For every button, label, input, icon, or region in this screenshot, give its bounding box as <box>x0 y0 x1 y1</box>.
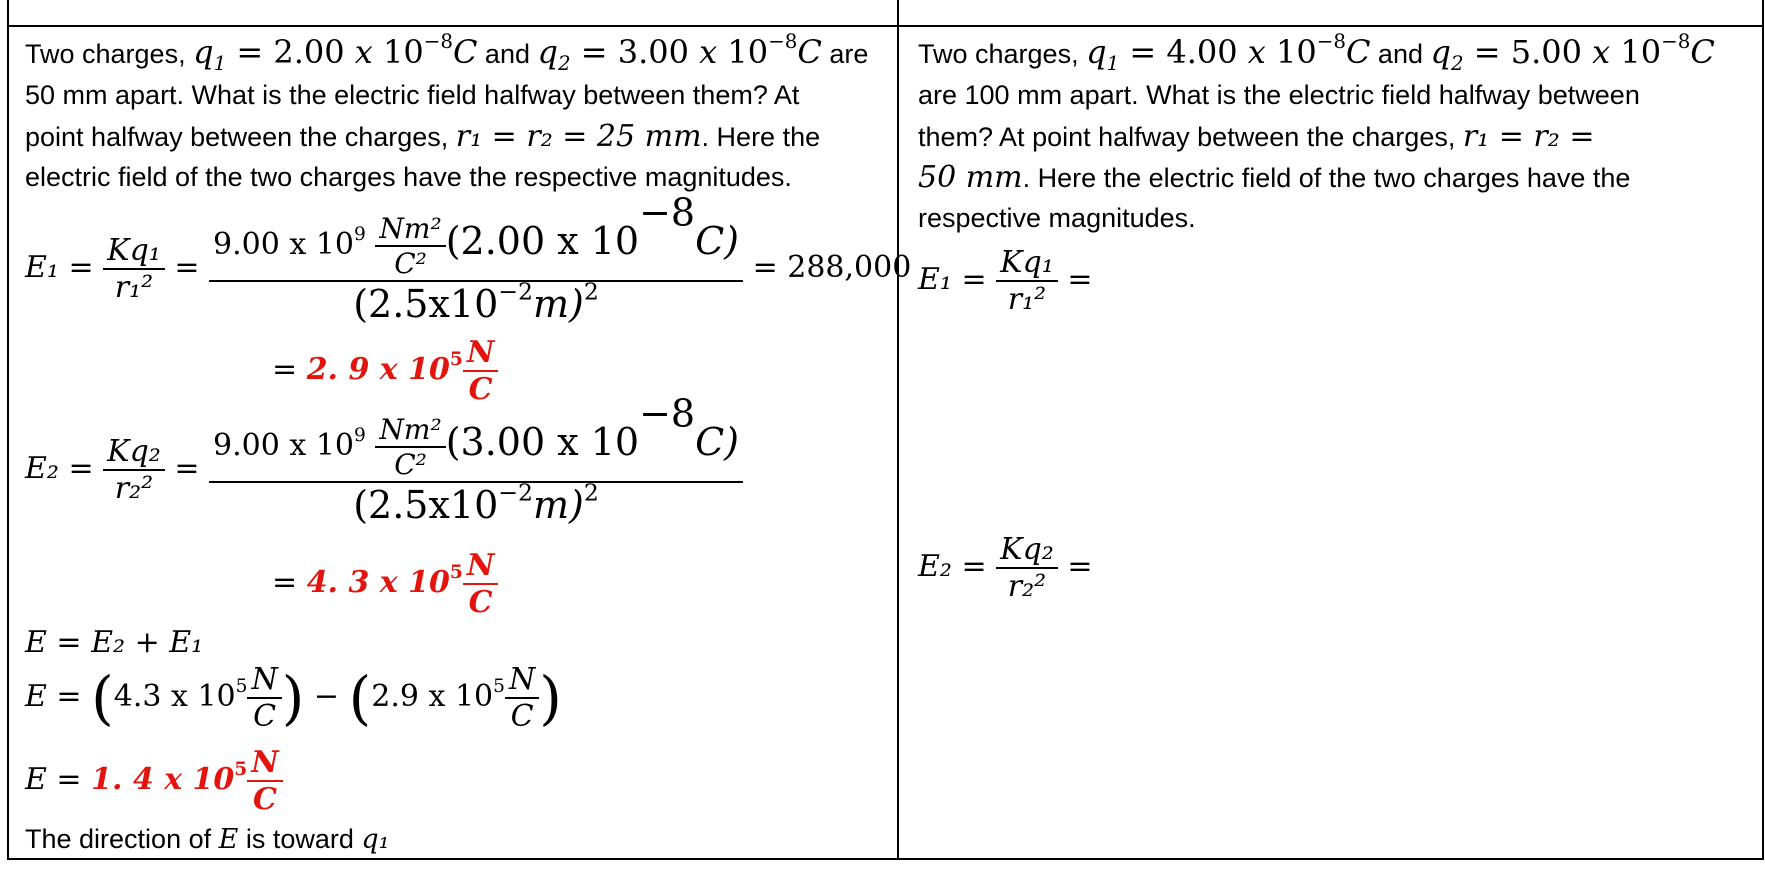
left-difference-line: E = (4.3 x $10^5$ $\frac{N}{C}$ ) − (2.9 x $10^5$ $\frac{N}{C}$ ) <box>25 662 562 734</box>
right-intro-line-4: 50 mm. Here the electric field of the two charges have the <box>918 160 1631 195</box>
right-intro-line-3: them? At point halfway between the charges, r₁ = r₂ = <box>918 119 1595 154</box>
table-bottom-border <box>7 858 1764 860</box>
left-direction-text: The direction of E is toward q₁ <box>25 824 390 855</box>
left-sum-line: E = E₂ + E₁ <box>25 625 204 660</box>
left-final-answer: E = 1. 4 x $10^5$ $\frac{N}{C}$ <box>25 745 283 817</box>
left-intro-line-3: point halfway between the charges, r₁ = r₂ = 25 mm. Here the <box>25 119 821 154</box>
left-e1-answer: = 2. 9 x $10^5$ $\frac{N}{C}$ <box>272 335 498 407</box>
left-e1-equation: E₁ = $\frac{\text{Kq₁}}{\text{r₁²}}$ = 9.00 x $10^9$ $\frac{\text{Nm²}}{\text{C²}}$ (2.00 x $10^{-8}C$) $(2.5x10^{-2}m)^2$ = 288,000 <box>25 190 912 326</box>
right-intro-line-5: respective magnitudes. <box>918 203 1196 233</box>
left-intro-line-2: 50 mm apart. What is the electric field halfway between them? At <box>25 80 800 110</box>
table-left-border <box>7 0 9 860</box>
right-intro-line-2: are 100 mm apart. What is the electric field halfway between <box>918 80 1640 110</box>
left-e2-equation: E₂ = $\frac{\text{Kq₂}}{\text{r₂²}}$ = 9.00 x $10^9$ $\frac{\text{Nm²}}{\text{C²}}$ (3.00 x $10^{-8}C$) $(2.5x10^{-2}m)^2$ <box>25 413 743 527</box>
left-intro-line-1: Two charges, $q_1 = 2.00$ x $10^{-8}C$ and $q_2 = 3.00$ x $10^{-8}C$ are <box>25 30 869 75</box>
left-e2-answer: = 4. 3 x $10^5$ $\frac{N}{C}$ <box>272 548 498 620</box>
right-intro-line-1: Two charges, $q_1 = 4.00$ x $10^{-8}C$ and $q_2 = 5.00$ x $10^{-8}C$ <box>918 30 1715 75</box>
table-middle-border <box>897 0 899 860</box>
table-top-border <box>7 25 1764 27</box>
right-e2-equation: E₂ = $\frac{\text{Kq₂}}{\text{r₂²}}$ = <box>918 532 1093 604</box>
right-e1-equation: E₁ = $\frac{\text{Kq₁}}{\text{r₁²}}$ = <box>918 245 1093 317</box>
table-right-border <box>1762 0 1764 860</box>
left-intro-line-4: electric field of the two charges have the respective magnitudes. <box>25 162 792 192</box>
